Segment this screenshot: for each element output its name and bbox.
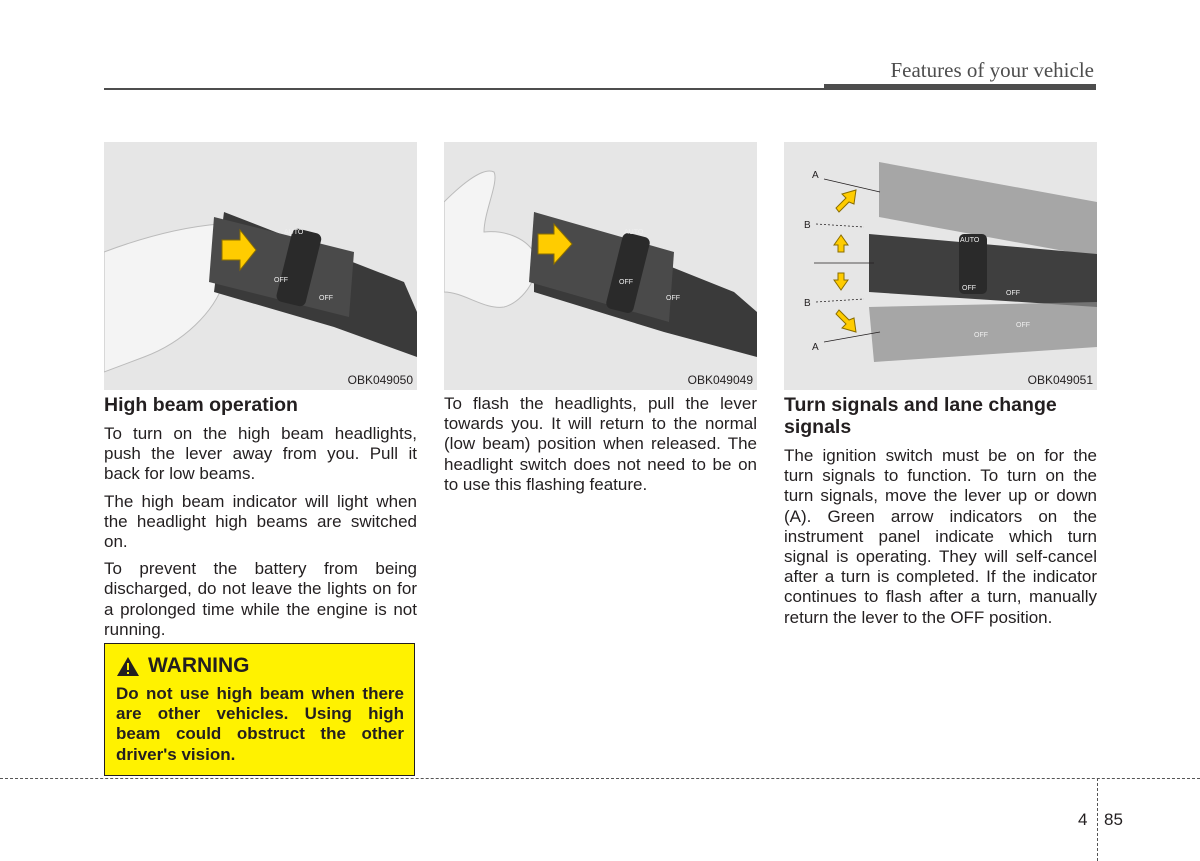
lever-label-auto: AUTO: [624, 229, 644, 236]
footer-vertical-divider: [1097, 778, 1098, 861]
lever-label-auto: AUTO: [960, 237, 980, 244]
callout-a-bottom: A: [812, 342, 819, 353]
figure-code: OBK049050: [347, 373, 413, 387]
section-heading: Turn signals and lane change signals: [784, 394, 1057, 438]
column-flash: [444, 394, 757, 502]
lever-label-off-2: OFF: [319, 295, 333, 302]
warning-title: [116, 654, 404, 678]
lever-label-off-3: OFF: [974, 332, 988, 339]
lever-illustration: [444, 142, 757, 390]
lever-label-off-1: OFF: [274, 277, 288, 284]
callout-b-top: B: [804, 220, 811, 231]
warning-title-text: WARNING: [148, 654, 250, 677]
paragraph: The ignition switch must be on for the turn signals to function. To turn on the turn signals, move the lever up or down (A). Green arrow indicators on the instrument panel indicate which turn signal is operating. They will self-cancel after a turn is completed. If the indicator continues to flash after a turn, manually return the lever to the OFF position.: [784, 446, 1097, 627]
lever-label-off-1: OFF: [962, 285, 976, 292]
lever-illustration: [784, 142, 1097, 390]
lever-label-auto: AUTO: [284, 229, 304, 236]
figure-flash-headlights: [444, 142, 757, 390]
figure-high-beam-push: [104, 142, 417, 390]
lever-label-off-2: OFF: [666, 295, 680, 302]
chapter-number: 4: [1078, 810, 1088, 829]
header-rule: [104, 88, 824, 90]
callout-b-bottom: B: [804, 298, 811, 309]
callout-a-top: A: [812, 170, 819, 181]
footer-divider: [0, 778, 1200, 779]
page-header-title: Features of your vehicle: [890, 58, 1094, 82]
paragraph: To flash the headlights, pull the lever towards you. It will return to the normal (low beam) position when released. The headlight switch does not need to be on to use this flashing feature.: [444, 394, 757, 494]
figure-code: OBK049051: [1027, 373, 1093, 387]
paragraph: The high beam indicator will light when the headlight high beams are switched on.: [104, 491, 417, 552]
column-turn-signals: [784, 394, 1097, 635]
figure-turn-signals: [784, 142, 1097, 390]
warning-triangle-icon: [116, 656, 140, 677]
figure-code: OBK049049: [687, 373, 753, 387]
column-high-beam: [104, 394, 417, 647]
paragraph: To prevent the battery from being discharged, do not leave the lights on for a prolonged time while the engine is not running.: [104, 559, 417, 639]
paragraph: To turn on the high beam headlights, push the lever away from you. Pull it back for low beams.: [104, 424, 417, 484]
warning-text: Do not use high beam when there are other vehicles. Using high beam could obstruct the other driver's vision.: [116, 684, 404, 764]
lever-label-off-1: OFF: [619, 279, 633, 286]
lever-label-off-4: OFF: [1016, 322, 1030, 329]
lever-illustration: [104, 142, 417, 390]
page-number: 85: [1104, 810, 1123, 829]
warning-box: [104, 643, 415, 776]
section-heading: High beam operation: [104, 394, 298, 416]
lever-label-off-2: OFF: [1006, 290, 1020, 297]
header-rule-thick: [824, 84, 1096, 90]
